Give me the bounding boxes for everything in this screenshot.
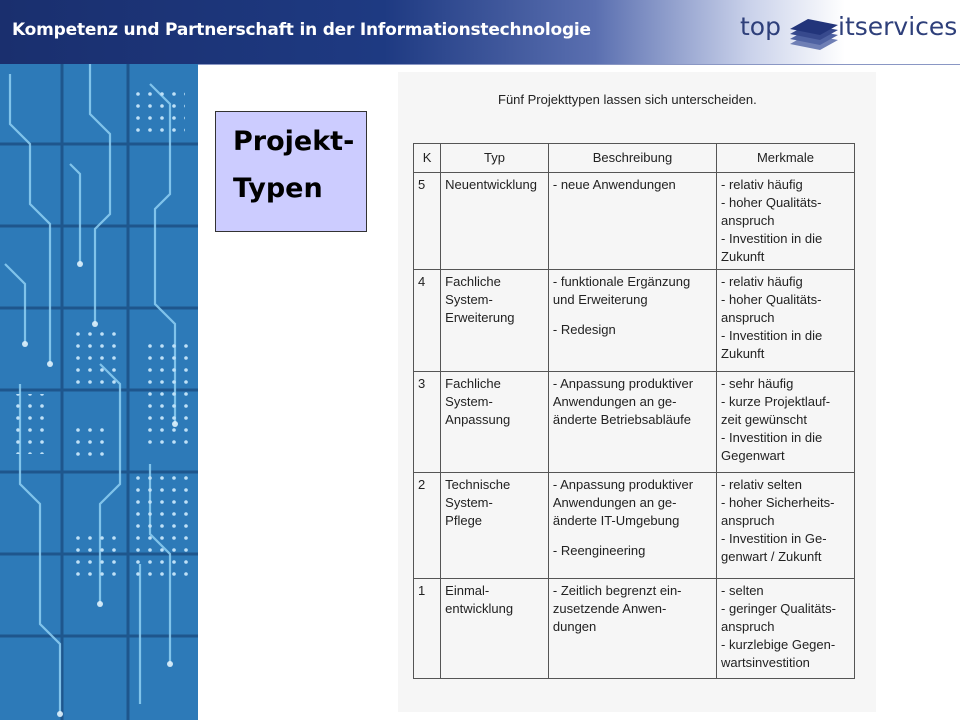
merkmale-item <box>721 375 850 393</box>
cell-beschreibung <box>548 173 716 270</box>
merkmale-line: Zukunft <box>721 346 765 361</box>
cell-beschreibung <box>548 372 716 473</box>
merkmale-line: anspruch <box>721 213 775 228</box>
beschreibung-line: dungen <box>552 619 597 634</box>
merkmale-item <box>721 476 850 494</box>
cell-typ <box>441 579 549 679</box>
cell-merkmale <box>717 372 855 473</box>
merkmale-line: anspruch <box>721 513 775 528</box>
merkmale-item <box>721 393 850 429</box>
beschreibung-item <box>553 176 712 194</box>
typ-line: Fachliche <box>445 274 501 289</box>
typ-line: System- <box>445 292 493 307</box>
merkmale-item <box>721 530 850 566</box>
beschreibung-item <box>553 321 712 339</box>
merkmale-line: - hoher Sicherheits- <box>721 495 835 510</box>
cell-typ <box>441 270 549 372</box>
slide-title-line1: Projekt- <box>233 126 355 157</box>
merkmale-line: - sehr häufig <box>721 376 794 391</box>
logo-text-right: itservices <box>838 12 958 41</box>
cell-k: 2 <box>414 473 441 579</box>
cell-beschreibung <box>548 270 716 372</box>
project-types-table <box>413 143 855 679</box>
cell-merkmale <box>717 173 855 270</box>
cell-merkmale <box>717 579 855 679</box>
cell-merkmale <box>717 270 855 372</box>
cell-k: 4 <box>414 270 441 372</box>
beschreibung-line: - Anpassung produktiver <box>552 477 694 492</box>
merkmale-line: - kurzlebige Gegen- <box>721 637 836 652</box>
beschreibung-line: Anwendungen an ge- <box>552 394 677 409</box>
merkmale-line: - Investition in die <box>721 328 823 343</box>
cell-k: 5 <box>414 173 441 270</box>
cell-beschreibung <box>548 579 716 679</box>
merkmale-line: - Investition in Ge- <box>721 531 827 546</box>
beschreibung-line: Anwendungen an ge- <box>552 495 677 510</box>
typ-line: Technische <box>445 477 511 492</box>
cell-typ <box>441 173 549 270</box>
beschreibung-line: änderte Betriebsabläufe <box>552 412 691 427</box>
merkmale-item <box>721 291 850 327</box>
circuit-pattern <box>0 64 198 720</box>
typ-line: Neuentwicklung <box>445 177 537 192</box>
typ-line: entwicklung <box>445 601 514 616</box>
header-beschreibung: Beschreibung <box>548 144 716 173</box>
merkmale-line: - hoher Qualitäts- <box>721 195 822 210</box>
merkmale-line: Zukunft <box>721 249 765 264</box>
table-body <box>414 173 855 679</box>
merkmale-line: - relativ häufig <box>721 274 803 289</box>
cell-k: 1 <box>414 579 441 679</box>
beschreibung-line: zusetzende Anwen- <box>552 601 667 616</box>
merkmale-line: genwart / Zukunft <box>721 549 822 564</box>
merkmale-item <box>721 194 850 230</box>
slide-title-line2: Typen <box>233 173 323 204</box>
company-logo <box>740 8 958 54</box>
header-k: K <box>414 144 441 173</box>
beschreibung-line: und Erweiterung <box>552 292 648 307</box>
table-row <box>414 173 855 270</box>
header-bar <box>0 0 960 65</box>
beschreibung-line: - Anpassung produktiver <box>552 376 694 391</box>
beschreibung-line: - Reengineering <box>552 543 646 558</box>
beschreibung-item <box>553 375 712 429</box>
stacked-layers-icon <box>786 14 840 52</box>
merkmale-line: - geringer Qualitäts- <box>721 601 836 616</box>
cell-typ <box>441 473 549 579</box>
typ-line: Pflege <box>445 513 483 528</box>
merkmale-line: wartsinvestition <box>721 655 810 670</box>
merkmale-item <box>721 582 850 600</box>
cell-typ <box>441 372 549 473</box>
beschreibung-line: - Zeitlich begrenzt ein- <box>552 583 682 598</box>
merkmale-line: - selten <box>721 583 764 598</box>
merkmale-line: anspruch <box>721 310 775 325</box>
merkmale-line: anspruch <box>721 619 775 634</box>
table-header-row <box>414 144 855 173</box>
typ-line: System- <box>445 394 493 409</box>
merkmale-line: zeit gewünscht <box>721 412 808 427</box>
beschreibung-item <box>553 476 712 530</box>
cell-merkmale <box>717 473 855 579</box>
circuit-board-image <box>0 64 198 720</box>
table-row <box>414 270 855 372</box>
table-caption: Fünf Projekttypen lassen sich unterscheiden. <box>498 92 757 107</box>
typ-line: System- <box>445 495 493 510</box>
table-row <box>414 473 855 579</box>
merkmale-item <box>721 636 850 672</box>
typ-line: Einmal- <box>445 583 490 598</box>
merkmale-item <box>721 273 850 291</box>
merkmale-line: Gegenwart <box>721 448 785 463</box>
header-merkmale: Merkmale <box>717 144 855 173</box>
merkmale-item <box>721 600 850 636</box>
beschreibung-line: änderte IT-Umgebung <box>552 513 680 528</box>
merkmale-item <box>721 494 850 530</box>
merkmale-item <box>721 327 850 363</box>
typ-line: Fachliche <box>445 376 501 391</box>
header-typ: Typ <box>441 144 549 173</box>
merkmale-item <box>721 176 850 194</box>
table-row <box>414 579 855 679</box>
merkmale-line: - relativ häufig <box>721 177 803 192</box>
beschreibung-item <box>553 542 712 560</box>
beschreibung-line: - neue Anwendungen <box>552 177 676 192</box>
merkmale-item <box>721 429 850 465</box>
cell-beschreibung <box>548 473 716 579</box>
merkmale-item <box>721 230 850 266</box>
slide-title-box <box>215 111 367 232</box>
merkmale-line: - Investition in die <box>721 430 823 445</box>
beschreibung-line: - funktionale Ergänzung <box>552 274 691 289</box>
header-title: Kompetenz und Partnerschaft in der Informationstechnologie <box>12 20 591 40</box>
typ-line: Anpassung <box>445 412 511 427</box>
merkmale-line: - hoher Qualitäts- <box>721 292 822 307</box>
beschreibung-item <box>553 273 712 309</box>
merkmale-line: - Investition in die <box>721 231 823 246</box>
beschreibung-item <box>553 582 712 636</box>
merkmale-line: - kurze Projektlauf- <box>721 394 831 409</box>
beschreibung-line: - Redesign <box>552 322 616 337</box>
logo-text-top: top <box>740 12 781 41</box>
table-row <box>414 372 855 473</box>
typ-line: Erweiterung <box>445 310 515 325</box>
merkmale-line: - relativ selten <box>721 477 802 492</box>
cell-k: 3 <box>414 372 441 473</box>
